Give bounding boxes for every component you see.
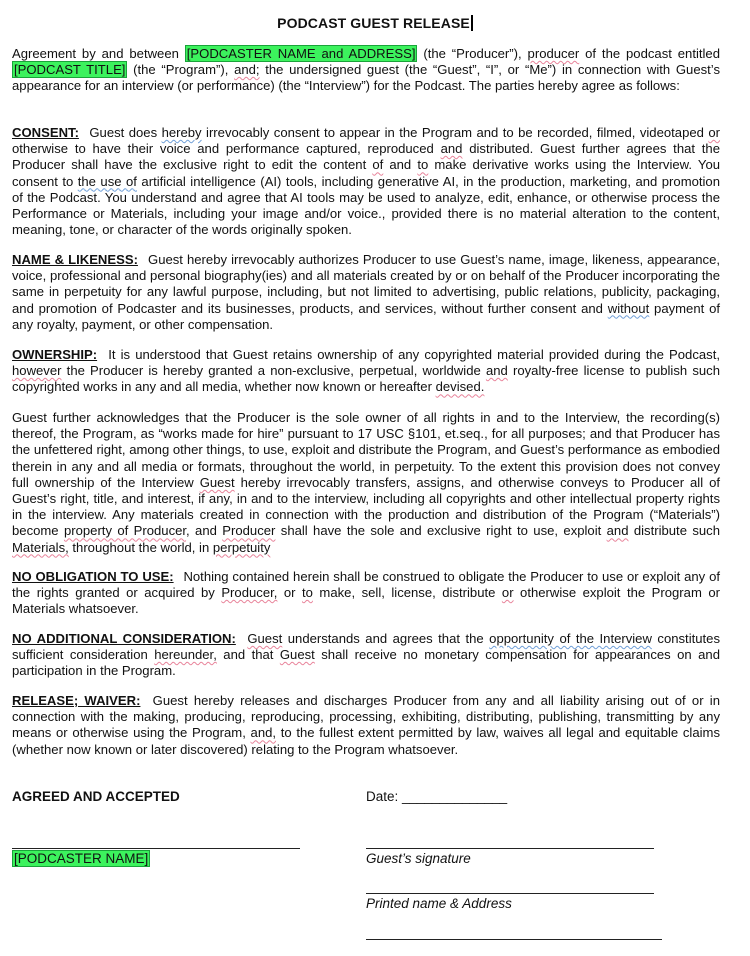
paragraph-text: hereby irrevocably transfers, assigns, and otherwise conveys to Producer all of Guest’s right, title, and interest, if any, in and to the interview, including all copyrights and other intellectual property rights in the interview. Any materials created in connection with the production and distribution of the Program (“Materials”) become [12,474,720,539]
no-additional-paragraph[interactable] [12,631,720,680]
podcast-title-placeholder: [PODCAST TITLE] [14,62,126,78]
paragraph-text: artificial intelligence (AI) tools, including generative AI, in the production, marketing, and promotion of the Podcast. You understand and agree that AI tools may be used to analyze, edit, enhance, or otherwise process the Performance or Materials, including your image and/or voice., provided there is no material alteration to the content, meaning, tone, or character of the words originally spoken. [12,173,720,238]
intro-text: of the podcast entitled [579,46,720,61]
paragraph-text: otherwise to have their voice and performance captured, reproduced [12,141,441,157]
paragraph-text: irrevocably consent to appear in the Program and to be recorded, filmed, videotaped [201,125,709,140]
paragraph-text: Guest hereby releases and discharges Producer from any and all liability arising out of or in connection with the making, producing, reproducing, processing, exhibiting, distributing, publishing, transmitting by any means or otherwise using the Program, [12,693,720,741]
paragraph-text: otherwise exploit the Program or Materials whatsoever. [12,585,720,617]
release-paragraph[interactable] [12,693,720,758]
spelling-flag[interactable]: Guest [279,647,315,663]
paragraph-text: royalty-free license to publish such copyrighted works in any and all media, whether now known or hereafter [12,363,720,395]
address-line [366,939,662,940]
paragraph-text: understands and agrees that the [282,631,490,646]
name-likeness-paragraph[interactable] [12,252,720,333]
paragraph-text: It is understood that Guest retains ownership of any copyrighted material provided during the Podcast, [103,347,720,362]
document-title[interactable] [0,15,750,31]
printed-name-label: Printed name & Address [366,896,512,911]
paragraph-text: make derivative works using the Interview. You consent to [12,157,721,189]
paragraph-text: payment of any royalty, payment, or other compensation. [12,300,720,332]
paragraph-text: Nothing contained herein shall be construed to obligate the Producer to use or exploit any of the rights granted or acquired by [12,569,720,601]
agreed-accepted-label: AGREED AND ACCEPTED [12,789,180,804]
spelling-flag[interactable]: to [302,585,313,601]
spelling-flag[interactable]: Guest [199,474,235,490]
intro-text: (the “Producer”), [417,46,528,61]
spelling-flag[interactable]: or [501,585,514,601]
paragraph-text: make, sell, license, distribute [312,585,502,601]
paragraph-text: Guest further acknowledges that the Producer is the sole owner of all rights in and to the Interview, the recording(s) thereof, the Program, as “works made for hire” pursuant to 17 USC §101, et.seq., for all purposes; and that Producer has the unfettered right, among other things, to use, exploit and distribute the Program, and Guest’s performance as embodied therein in any and all media or formats, throughout the world, in perpetuity. To the extent this provision does not convey full ownership of the Interview [12,410,720,490]
grammar-flag[interactable]: hereby [161,125,202,140]
spelling-flag[interactable]: Producer [222,523,276,539]
guest-signature-line [366,848,654,849]
paragraph-text: and [383,157,418,173]
consent-paragraph[interactable] [12,125,720,238]
paragraph-text: to the fullest extent permitted by law, waives all legal and equitable claims (whether now known or later discovered) relating to the Program whatsoever. [12,725,720,757]
podcaster-signature-line [12,848,300,849]
podcaster-name-placeholder: [PODCASTER NAME] [14,851,149,866]
grammar-flag[interactable]: the use of [77,173,137,189]
paragraph-text: shall have the sole and exclusive right to use, exploit [275,523,607,539]
guest-further-paragraph[interactable] [12,410,720,556]
spelling-flag[interactable]: or [708,125,721,140]
name-likeness-heading: NAME & LIKENESS: [12,252,138,267]
no-obligation-heading: NO OBLIGATION TO USE: [12,569,174,584]
paragraph-text: constitutes sufficient consideration [12,631,720,663]
grammar-flag[interactable]: opportunity of the Interview [489,631,652,646]
spelling-flag[interactable]: hereunder, [154,647,217,663]
spelling-flag[interactable]: property of Producer [63,523,187,539]
spelling-flag[interactable]: devised. [435,379,485,395]
intro-text: (the “Program”), [127,62,235,78]
paragraph-text: or [277,585,303,601]
paragraph-text: Guest does [84,125,162,140]
printed-name-line [366,893,654,894]
grammar-flag[interactable]: without [607,300,650,316]
spelling-flag[interactable]: producer [527,46,580,61]
podcaster-name-field[interactable] [12,851,150,866]
podcaster-placeholder: [PODCASTER NAME and ADDRESS] [186,46,416,61]
date-field[interactable]: Date: ______________ [366,789,508,804]
text-cursor [471,15,473,31]
title-text: PODCAST GUEST RELEASE [277,15,470,31]
spelling-flag[interactable]: of [372,157,384,173]
paragraph-text: and that [216,647,280,663]
no-additional-heading: NO ADDITIONAL CONSIDERATION: [12,631,236,646]
intro-text: the undersigned guest (the “Guest”, “I”, or “Me”) in connection with Guest’s appearance for an interview (or performance) (the “Interview”) for the Podcast. The parties hereby agree as follows: [12,62,721,94]
intro-text: Agreement by and between [12,46,185,61]
paragraph-text: , and [186,523,223,539]
guest-signature-label: Guest’s signature [366,851,471,866]
spelling-flag[interactable]: to [417,157,429,173]
spelling-flag[interactable]: however [12,363,62,379]
spelling-flag[interactable]: and [606,523,629,539]
spelling-flag[interactable]: Guest [247,631,283,646]
spelling-flag[interactable]: and; [234,62,260,78]
paragraph-text: distribute such [628,523,720,539]
spelling-flag[interactable]: and [485,363,508,379]
spelling-flag[interactable]: and [440,141,463,157]
paragraph-text: distributed. Guest further agrees that the Producer shall have the exclusive right to edit the content [12,141,720,173]
spelling-flag[interactable]: Producer, [221,585,278,601]
spelling-flag[interactable]: Materials, [12,539,69,555]
paragraph-text: Guest hereby irrevocably authorizes Producer to use Guest’s name, image, likeness, appearance, voice, professional and personal biography(ies) and all materials created by or on behalf of the Producer incorporating the same in perpetuity for any lawful purpose, including, but not limited to advertising, public relations, publicity, packaging, and promotion of Podcaster and its businesses, products, and services, without further consent and [12,252,720,316]
release-heading: RELEASE; WAIVER: [12,693,141,708]
ownership-heading: OWNERSHIP: [12,347,98,362]
paragraph-text: the Producer is hereby granted a non-exclusive, perpetual, worldwide [61,363,486,379]
spelling-flag[interactable]: and, [250,725,277,741]
paragraph-text: shall receive no monetary compensation for appearances on and participation in the Program. [12,647,720,679]
paragraph-text: throughout the world, in [68,539,213,555]
consent-heading: CONSENT: [12,125,79,140]
spelling-flag[interactable]: perpetuity [212,539,271,555]
intro-paragraph[interactable] [12,46,720,95]
no-obligation-paragraph[interactable] [12,569,720,618]
ownership-paragraph[interactable] [12,347,720,396]
